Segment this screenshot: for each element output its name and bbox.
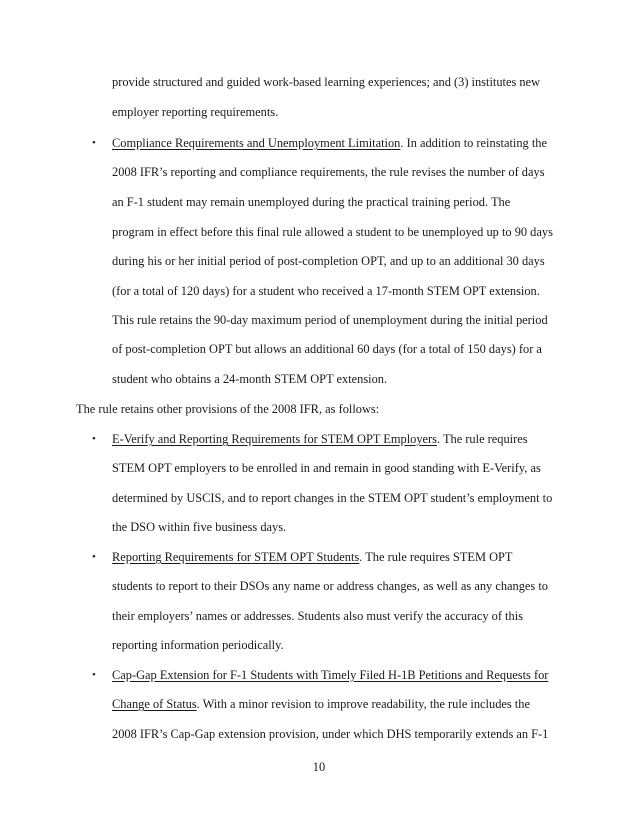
bullet-icon: • [92,551,96,563]
bullet-icon: • [92,137,96,149]
bullet-icon: • [92,669,96,681]
bullet-heading: E-Verify and Reporting Requirements for STEM OPT Employers [112,432,437,446]
bullet-heading: Compliance Requirements and Unemployment Limitation [112,136,401,150]
page-number: 10 [312,760,326,774]
bullet-heading: Reporting Requirements for STEM OPT Students [112,550,360,564]
bullet-heading-cont: Change of Status [112,697,197,711]
document-page: provide structured and guided work-based learning experiences; and (3) institutes new employer reporting requirements. • Compliance Requirements and Unemployment Limitation. In addition to reinstating the 2008 IFR’s reporting and compliance requirements, the rule revises the number of days an F-1 student may remain unemployed during the practical training period. The program in effect before this final rule allowed a student to be unemployed up to 90 days during his or her initial period of post-completion OPT, and up to an additional 30 days (for a total of 120 days) for a student who received a 17-month STEM OPT extension. This rule retains the 90-day maximum period of unemployment during the initial period of post-completion OPT but allows an additional 60 days (for a total of 150 days) for a student who obtains a 24-month STEM OPT extension. The rule retains other provisions of the 2008 IFR, as follows: • E-Verify and Reporting Requirements for STEM OPT Employers. The rule requires STEM OPT employers to be enrolled in and remain in good standing with E-Verify, as determined by USCIS, and to report changes in the STEM OPT student’s employment to the DSO within five business days. • Reporting Requirements for STEM OPT Students. The rule requires STEM OPT students to report to their DSOs any name or address changes, as well as any changes to their employers’ names or addresses. Students also must verify the accuracy of this reporting information periodically. • Cap-Gap Extension for F-1 Students with Timely Filed H-1B Petitions and Requests for Change of Status. With a minor revision to improve readability, the rule includes the 2008 IFR’s Cap-Gap extension provision, under which DHS temporarily extends an F-1 10 [0,0,638,826]
bullet-heading: Cap-Gap Extension for F-1 Students with Timely Filed H-1B Petitions and Requests for [112,668,549,682]
bullet-icon: • [92,433,96,445]
